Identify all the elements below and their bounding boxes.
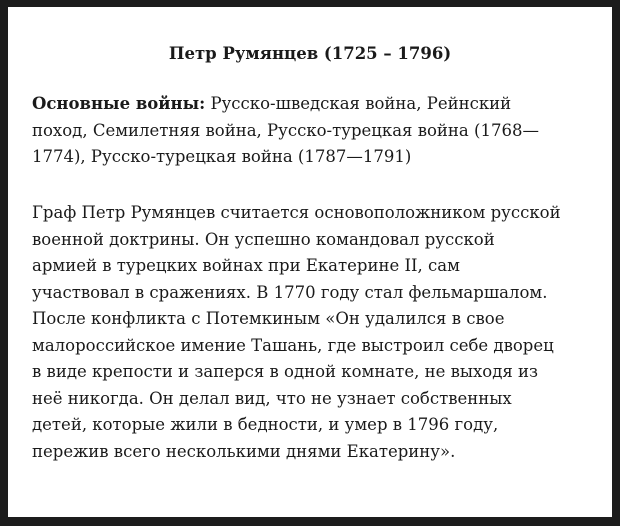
biography-line: армией в турецких войнах при Екатерине II, сам — [32, 256, 460, 275]
main-wars-paragraph — [32, 91, 600, 171]
biography-line: участвовал в сражениях. В 1770 году стал фельмаршалом. — [32, 282, 548, 302]
biography-line: военной доктрины. Он успешно командовал русской — [32, 229, 495, 249]
biography-line: После конфликта с Потемкиным «Он удалился в свое — [32, 309, 505, 328]
biography-line: пережив всего несколькими днями Екатерину». — [32, 441, 456, 461]
page-title: Петр Румянцев (1725 – 1796) — [168, 44, 452, 63]
biography-line: Граф Петр Румянцев считается основоположником русской — [32, 203, 561, 222]
biography-line: в виде крепости и заперся в одной комнате, не выходя из — [32, 362, 539, 381]
main-wars-line: 1774), Русско-турецкая война (1787—1791) — [32, 147, 412, 166]
main-wars-line: поход, Семилетняя война, Русско-турецкая война (1768— — [32, 120, 539, 140]
biography-line: детей, которые жили в бедности, и умер в 1796 году, — [32, 415, 499, 434]
biography-line: неё никогда. Он делал вид, что не узнает собственных — [32, 388, 512, 408]
biography-paragraph — [32, 200, 600, 465]
document-card — [8, 7, 612, 517]
main-wars-label: Основные войны: — [32, 94, 206, 113]
main-wars-line: Русско-шведская война, Рейнский — [205, 94, 512, 113]
biography-line: малороссийское имение Ташань, где выстроил себе дворец — [32, 335, 554, 355]
